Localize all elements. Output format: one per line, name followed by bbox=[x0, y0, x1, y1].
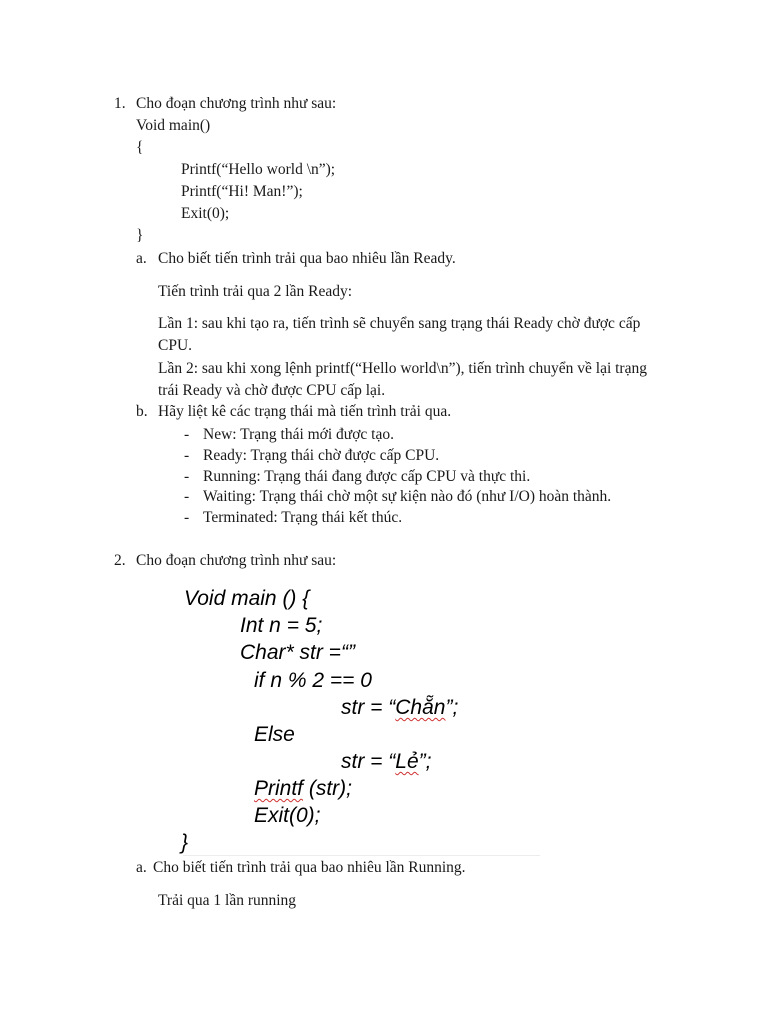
image-bottom-edge bbox=[183, 855, 540, 856]
list-bullet: - bbox=[184, 447, 190, 464]
code-image-line: Void main () { bbox=[184, 587, 310, 610]
code-image-line: Char* str =“” bbox=[240, 641, 355, 664]
q1-code-line: Printf(“Hi! Man!”); bbox=[181, 183, 303, 200]
list-bullet: - bbox=[184, 509, 190, 526]
code-image-line bbox=[254, 776, 352, 802]
q1b-marker: b. bbox=[136, 403, 148, 420]
q1-prompt: Cho đoạn chương trình như sau: bbox=[136, 95, 337, 112]
code-image-line bbox=[341, 695, 458, 721]
q1a-answer-line: Tiến trình trải qua 2 lần Ready: bbox=[158, 283, 353, 300]
q2a-answer: Trải qua 1 lần running bbox=[158, 892, 297, 909]
q1-code-line: Void main() bbox=[136, 117, 211, 134]
list-bullet: - bbox=[184, 426, 190, 443]
list-bullet: - bbox=[184, 468, 190, 485]
code-image-line: } bbox=[181, 831, 189, 854]
q1b-question: Hãy liệt kê các trạng thái mà tiến trình trải qua. bbox=[158, 403, 452, 420]
code-image-line: Int n = 5; bbox=[240, 614, 323, 637]
q2a-marker: a. bbox=[136, 859, 147, 876]
code-text: (str); bbox=[303, 777, 352, 800]
q1-number: 1. bbox=[114, 95, 126, 112]
list-item: Running: Trạng thái đang được cấp CPU và thực thi. bbox=[203, 468, 531, 485]
code-image-line: if n % 2 == 0 bbox=[254, 669, 372, 692]
code-text: ”; bbox=[418, 750, 432, 773]
q1-code-line: Exit(0); bbox=[181, 205, 230, 222]
q1-code-line: } bbox=[136, 227, 144, 244]
q1a-marker: a. bbox=[136, 250, 147, 267]
q2-prompt: Cho đoạn chương trình như sau: bbox=[136, 552, 337, 569]
list-item: Terminated: Trạng thái kết thúc. bbox=[203, 509, 403, 526]
list-bullet: - bbox=[184, 488, 190, 505]
q1-code-line: { bbox=[136, 139, 144, 156]
code-image-line: Else bbox=[254, 723, 295, 746]
spellcheck-word: Printf bbox=[254, 777, 304, 800]
q1a-answer-line: trái Ready và chờ được CPU cấp lại. bbox=[158, 382, 386, 399]
code-text: str = “ bbox=[341, 750, 396, 773]
code-image-line: Exit(0); bbox=[254, 804, 321, 827]
spellcheck-word: Chẵn bbox=[395, 696, 446, 719]
code-image-line bbox=[341, 749, 431, 775]
q2-number: 2. bbox=[114, 552, 126, 569]
q1a-answer-line: CPU. bbox=[158, 337, 193, 354]
list-item: New: Trạng thái mới được tạo. bbox=[203, 426, 394, 443]
list-item: Ready: Trạng thái chờ được cấp CPU. bbox=[203, 447, 440, 464]
code-text: str = “ bbox=[341, 696, 396, 719]
q1-code-line: Printf(“Hello world \n”); bbox=[181, 161, 336, 178]
q1a-question: Cho biết tiến trình trải qua bao nhiêu lần Ready. bbox=[158, 250, 456, 267]
q2a-question: Cho biết tiến trình trải qua bao nhiêu lần Running. bbox=[153, 859, 466, 876]
q1a-answer-line: Lần 2: sau khi xong lệnh printf(“Hello world\n”), tiến trình chuyển về lại trạng bbox=[158, 360, 647, 377]
list-item: Waiting: Trạng thái chờ một sự kiện nào đó (như I/O) hoàn thành. bbox=[203, 488, 612, 505]
code-text: ”; bbox=[445, 696, 459, 719]
spellcheck-word: Lẻ bbox=[395, 750, 419, 773]
q1a-answer-line: Lần 1: sau khi tạo ra, tiến trình sẽ chuyển sang trạng thái Ready chờ được cấp bbox=[158, 315, 641, 332]
